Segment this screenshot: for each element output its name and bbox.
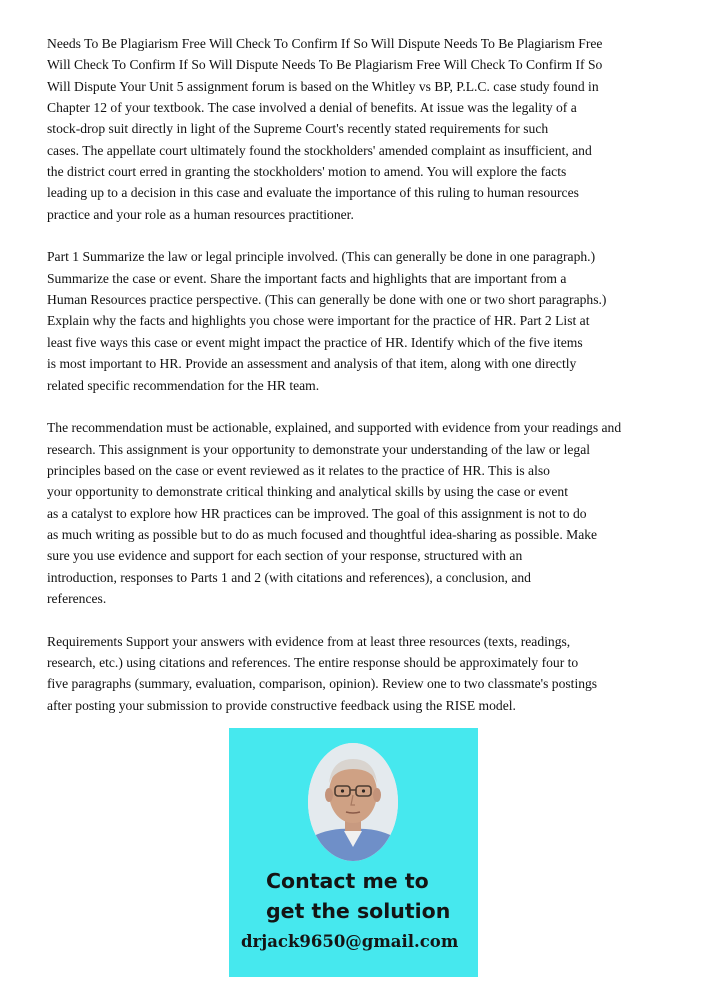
text-line: leading up to a decision in this case and evaluate the importance of this ruling to human resources xyxy=(47,185,579,201)
text-line: practice and your role as a human resources practitioner. xyxy=(47,206,354,222)
text-line: is most important to HR. Provide an assessment and analysis of that item, along with one directly xyxy=(47,356,577,372)
contact-ad-card xyxy=(229,728,478,977)
text-line: Summarize the case or event. Share the important facts and highlights that are important from a xyxy=(47,270,567,286)
text-line: references. xyxy=(47,590,107,606)
text-line: Explain why the facts and highlights you chose were important for the practice of HR. Part 2 List at xyxy=(47,313,590,329)
contact-email[interactable]: drjack9650@gmail.com xyxy=(241,932,459,951)
text-line: Needs To Be Plagiarism Free Will Check To Confirm If So Will Dispute Needs To Be Plagiarism Free xyxy=(47,36,603,51)
paragraph-parts xyxy=(47,246,657,395)
text-line: sure you use evidence and support for each section of your response, structured with an xyxy=(47,548,523,564)
text-line: five paragraphs (summary, evaluation, comparison, opinion). Review one to two classmate's postings xyxy=(47,676,598,692)
contact-heading-line-1: Contact me to xyxy=(266,869,429,893)
text-line: related specific recommendation for the HR team. xyxy=(47,377,320,393)
paragraph-recommendation xyxy=(47,417,657,609)
text-line: as much writing as possible but to do as much focused and thoughtful idea-sharing as possible. Make xyxy=(47,526,598,542)
text-line: as a catalyst to explore how HR practices can be improved. The goal of this assignment is not to do xyxy=(47,505,587,521)
text-line: stock-drop suit directly in light of the Supreme Court's recently stated requirements for such xyxy=(47,121,549,137)
contact-heading-line-2: get the solution xyxy=(266,899,451,923)
document-body xyxy=(47,33,657,737)
person-portrait-icon xyxy=(308,743,398,861)
text-line: Requirements Support your answers with evidence from at least three resources (texts, readings, xyxy=(47,633,571,649)
text-line: research, etc.) using citations and references. The entire response should be approximately four to xyxy=(47,654,579,670)
text-line: cases. The appellate court ultimately found the stockholders' amended complaint as insufficient, and xyxy=(47,142,592,158)
text-line: least five ways this case or event might impact the practice of HR. Identify which of the five items xyxy=(47,334,583,350)
text-line: your opportunity to demonstrate critical thinking and analytical skills by using the case or event xyxy=(47,484,568,500)
contact-heading xyxy=(266,866,466,926)
text-line: Human Resources practice perspective. (This can generally be done with one or two short paragraphs.) xyxy=(47,292,607,308)
text-line: Chapter 12 of your textbook. The case involved a denial of benefits. At issue was the legality of a xyxy=(47,100,577,116)
text-line: introduction, responses to Parts 1 and 2 (with citations and references), a conclusion, and xyxy=(47,569,531,585)
text-line: Part 1 Summarize the law or legal principle involved. (This can generally be done in one paragraph.) xyxy=(47,249,596,265)
text-line: after posting your submission to provide constructive feedback using the RISE model. xyxy=(47,697,516,713)
text-line: the district court erred in granting the stockholders' motion to amend. You will explore the facts xyxy=(47,164,567,180)
text-line: research. This assignment is your opportunity to demonstrate your understanding of the law or legal xyxy=(47,441,590,457)
text-line: The recommendation must be actionable, explained, and supported with evidence from your readings and xyxy=(47,420,622,436)
paragraph-intro xyxy=(47,33,657,225)
text-line: principles based on the case or event reviewed as it relates to the practice of HR. This is also xyxy=(47,462,550,478)
text-line: Will Check To Confirm If So Will Dispute Needs To Be Plagiarism Free Will Check To Confirm If So xyxy=(47,57,603,73)
paragraph-requirements xyxy=(47,631,657,716)
text-line: Will Dispute Your Unit 5 assignment forum is based on the Whitley vs BP, P.L.C. case study found in xyxy=(47,78,599,94)
